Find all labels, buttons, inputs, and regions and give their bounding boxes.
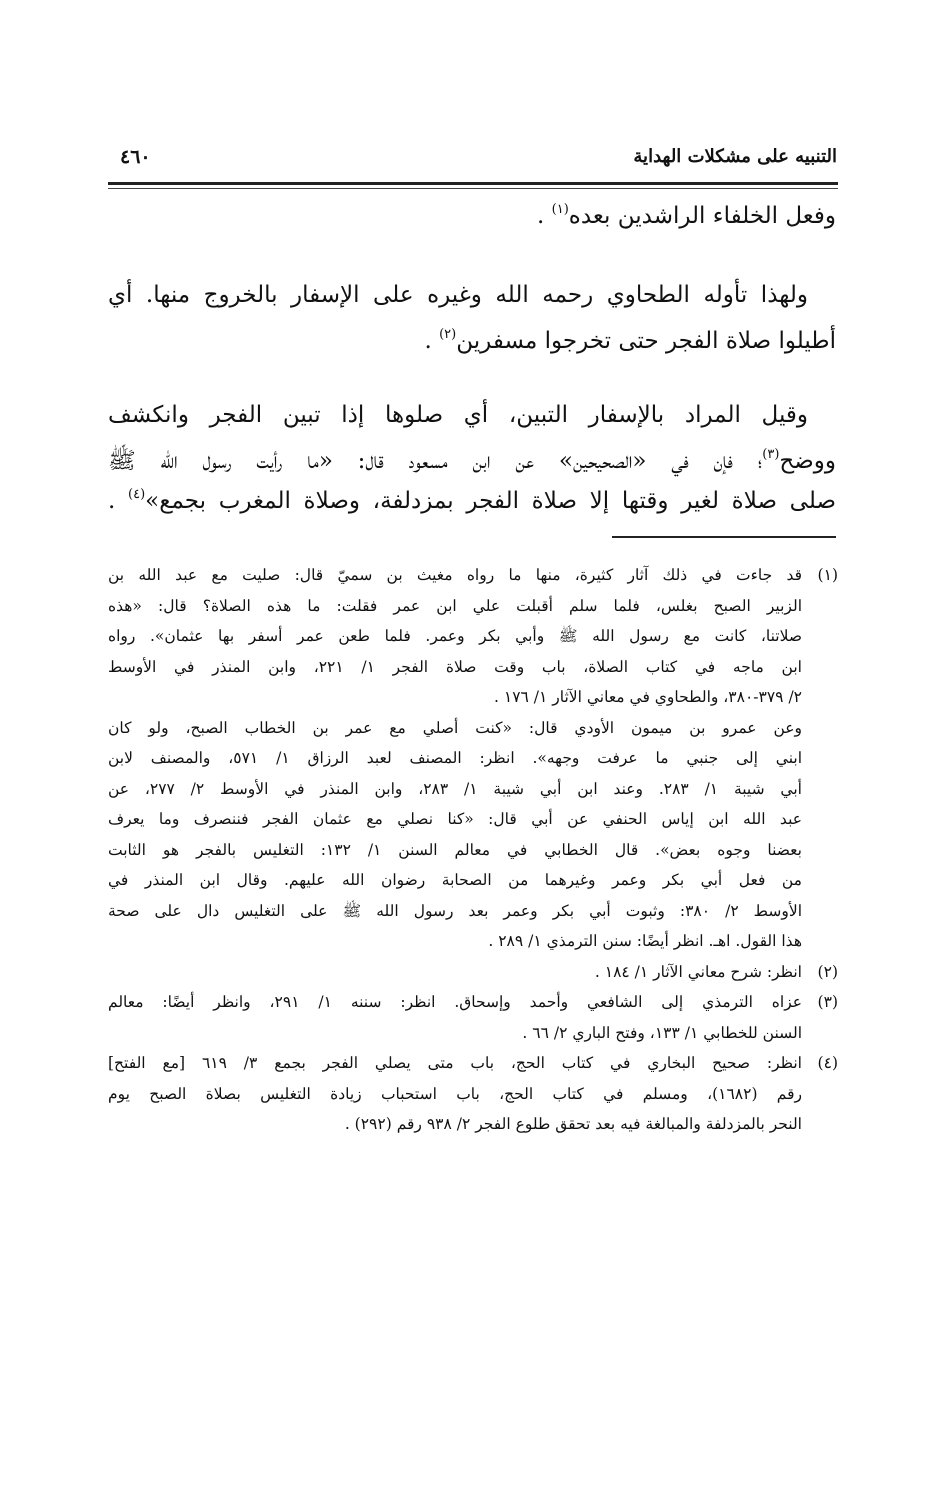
body-text: أطيلوا صلاة الفجر حتى تخرجوا مسفرين [456,328,836,354]
footnote-number: (٣) [817,993,838,1011]
footnote-line [108,1109,838,1140]
body-line [108,475,836,515]
footnote-line [108,926,838,957]
body-text: . [108,488,129,514]
footnote-line [108,621,838,652]
footnote-separator [612,536,836,538]
body-line [108,435,836,475]
footnote-text: السنن للخطابي ١/ ١٣٣، وفتح الباري ٢/ ٦٦ . [522,1023,802,1042]
footnote-text: وعن عمرو بن ميمون الأودي قال: «كنت أصلي مع عمر بن الخطاب الصبح، ولو كان [108,718,802,737]
footnote-text: انظر: صحيح البخاري في كتاب الحج، باب متى يصلي الفجر بجمع ٣/ ٦١٩ [مع الفتح] [108,1054,802,1072]
footnote-text: ابن ماجه في كتاب الصلاة، باب وقت صلاة الفجر ١/ ٢٢١، وابن المنذر في الأوسط [108,657,802,676]
body-line [108,315,836,355]
body-text: ولهذا تأوله الطحاوي رحمه الله وغيره على الإسفار بالخروج منها. أي [108,282,808,308]
footnote-text: انظر: شرح معاني الآثار ١/ ١٨٤ . [594,962,802,981]
footnote-text: ابني إلى جنبي ما عرفت وجهه». انظر: المصنف لعبد الرزاق ١/ ٥٧١، والمصنف لابن [108,749,803,767]
footnote-text: الأوسط ٢/ ٣٨٠: وثبوت أبي بكر وعمر بعد رسول الله ﷺ على التغليس دال على صحة [108,901,803,920]
body-line [108,190,836,230]
running-header-title: التنبيه على مشكلات الهداية [633,146,837,167]
footnote-number: (١) [817,566,838,584]
body-text: ؛ فإن في «الصحيحين» عن ابن مسعود قال: «ما رأيت رسول الله ﷺ [108,448,763,474]
body-text: صلى صلاة لغير وقتها إلا صلاة الفجر بمزدلفة، وصلاة المغرب بجمع» [145,488,836,514]
footnote-text: قد جاءت في ذلك آثار كثيرة، منها ما رواه مغيث بن سميّ قال: صليت مع عبد الله بن [108,566,802,584]
footnote-reference[interactable]: (١) [551,202,569,217]
footnote-line [108,835,838,866]
body-line [108,275,808,315]
footnote-reference[interactable]: (٣) [762,447,780,462]
page-number: ٤٦٠ [120,146,151,168]
body-text: وفعل الخلفاء الراشدين بعده [568,203,836,229]
footnote-text: هذا القول. اهـ. انظر أيضًا: سنن الترمذي ١/ ٢٨٩ . [488,932,802,950]
footnotes [108,560,838,1140]
footnote-number: (٤) [817,1054,838,1072]
body-text: ووضح [779,448,836,474]
footnote-line [108,1079,838,1110]
footnote-reference[interactable]: (٤) [128,487,146,502]
footnote-line [108,560,838,591]
footnote-line [108,591,838,622]
footnote-text: بعضنا وجوه بعض». قال الخطابي في معالم السنن ١/ ١٣٢: التغليس بالفجر هو الثابت [108,840,802,859]
footnote-text: عزاه الترمذي إلى الشافعي وأحمد وإسحاق. انظر: سننه ١/ ٢٩١، وانظر أيضًا: معالم [108,993,802,1011]
footnote-number: (٢) [817,962,838,981]
body-text: . [424,328,440,354]
footnote-line [108,1048,838,1079]
footnote-reference[interactable]: (٢) [439,327,457,342]
footnote-line [108,682,838,713]
body-line [108,395,808,435]
footnote-text: عبد الله ابن إياس الحنفي عن أبي قال: «كنا نصلي مع عثمان الفجر فننصرف وما يعرف [108,810,802,828]
body-text: وقيل المراد بالإسفار التبين، أي صلوها إذا تبين الفجر وانكشف [108,402,808,428]
footnote-line [108,957,838,988]
footnote-line [108,987,838,1018]
footnote-line [108,713,838,744]
footnote-text: النحر بالمزدلفة والمبالغة فيه بعد تحقق طلوع الفجر ٢/ ٩٣٨ رقم (٢٩٢) . [344,1115,802,1133]
footnote-line [108,652,838,683]
footnote-text: رقم (١٦٨٢)، ومسلم في كتاب الحج، باب استحباب زيادة التغليس بصلاة الصبح يوم [108,1084,802,1103]
footnote-text: ٢/ ٣٧٩-٣٨٠، والطحاوي في معاني الآثار ١/ ١٧٦ . [494,688,802,706]
header-rule-thin [108,188,838,189]
footnote-line [108,1018,838,1049]
footnote-text: الزبير الصبح بغلس، فلما سلم أقبلت علي ابن عمر فقلت: ما هذه الصلاة؟ قال: «هذه [108,596,802,615]
footnote-line [108,774,838,805]
footnote-line [108,743,838,774]
body-text: . [537,203,552,229]
header-rule [108,182,838,185]
footnote-line [108,865,838,896]
footnote-text: صلاتنا، كانت مع رسول الله ﷺ وأبي بكر وعمر. فلما طعن عمر أسفر بها عثمان». رواه [108,627,802,645]
footnote-text: من فعل أبي بكر وعمر وغيرهما من الصحابة رضوان الله عليهم. وقال ابن المنذر في [108,871,802,889]
footnote-line [108,804,838,835]
footnote-text: أبي شيبة ١/ ٢٨٣. وعند ابن أبي شيبة ١/ ٢٨٣، وابن المنذر في الأوسط ٢/ ٢٧٧، عن [108,779,802,798]
footnote-line [108,896,838,927]
